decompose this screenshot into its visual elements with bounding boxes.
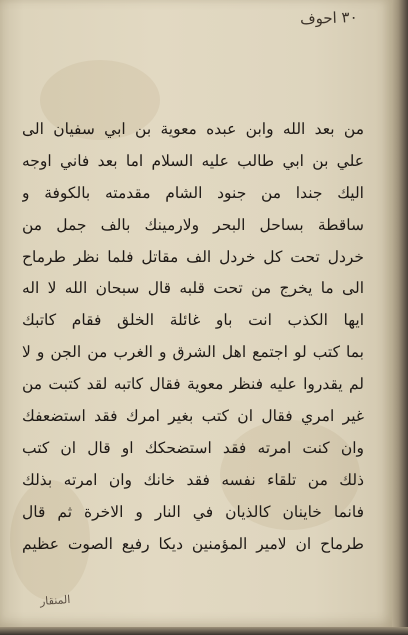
text-line: اليك جندا من جنود الشام مقدمته بالكوفة و — [22, 183, 364, 202]
folio-number: ٣٠ احوف — [300, 7, 359, 29]
text-line: خردل تحت كل خردل الف مقاتل فلما نظر طرماح — [22, 247, 364, 266]
text-line: ساقطة بساحل البحر ولارمينك بالف جمل من — [22, 215, 364, 234]
text-line: طرماح ان لامير المؤمنين ديكا رفيع الصوت عظيم — [22, 534, 364, 553]
text-line: من بعد الله وابن عبده معوية بن ابي سفيان الى — [22, 120, 364, 138]
page-bottom-edge — [0, 627, 408, 635]
page-edge — [392, 0, 408, 635]
manuscript-text — [22, 114, 364, 560]
text-line: غير امري فقال ان كتب بغير امرك فقد استضعفك — [22, 407, 364, 426]
text-line: علي بن ابي طالب عليه السلام اما بعد فاني اوجه — [22, 151, 364, 170]
catchword: المنقار — [39, 592, 71, 609]
text-line: فانما خاينان كالذيان في النار و الاخرة ثم قال — [22, 502, 364, 521]
text-line: بما كتب لو اجتمع اهل الشرق و الغرب من الجن و لا — [22, 343, 364, 362]
text-line: وان كنت امرته فقد استضحكك او قال ان كتب — [22, 438, 364, 457]
text-line: ايها الكذب انت باو غائلة الخلق فقام كاتبك — [22, 311, 364, 330]
text-line: لم يقدروا عليه فنظر معوية فقال كاتبه لقد كتبت من — [22, 375, 364, 394]
text-line: ذلك من تلقاء نفسه فقد خانك وان امرته بذلك — [22, 470, 364, 489]
text-line: الى ما يخرج من تحت قلبه قال سبحان الله لا اله — [22, 279, 364, 298]
